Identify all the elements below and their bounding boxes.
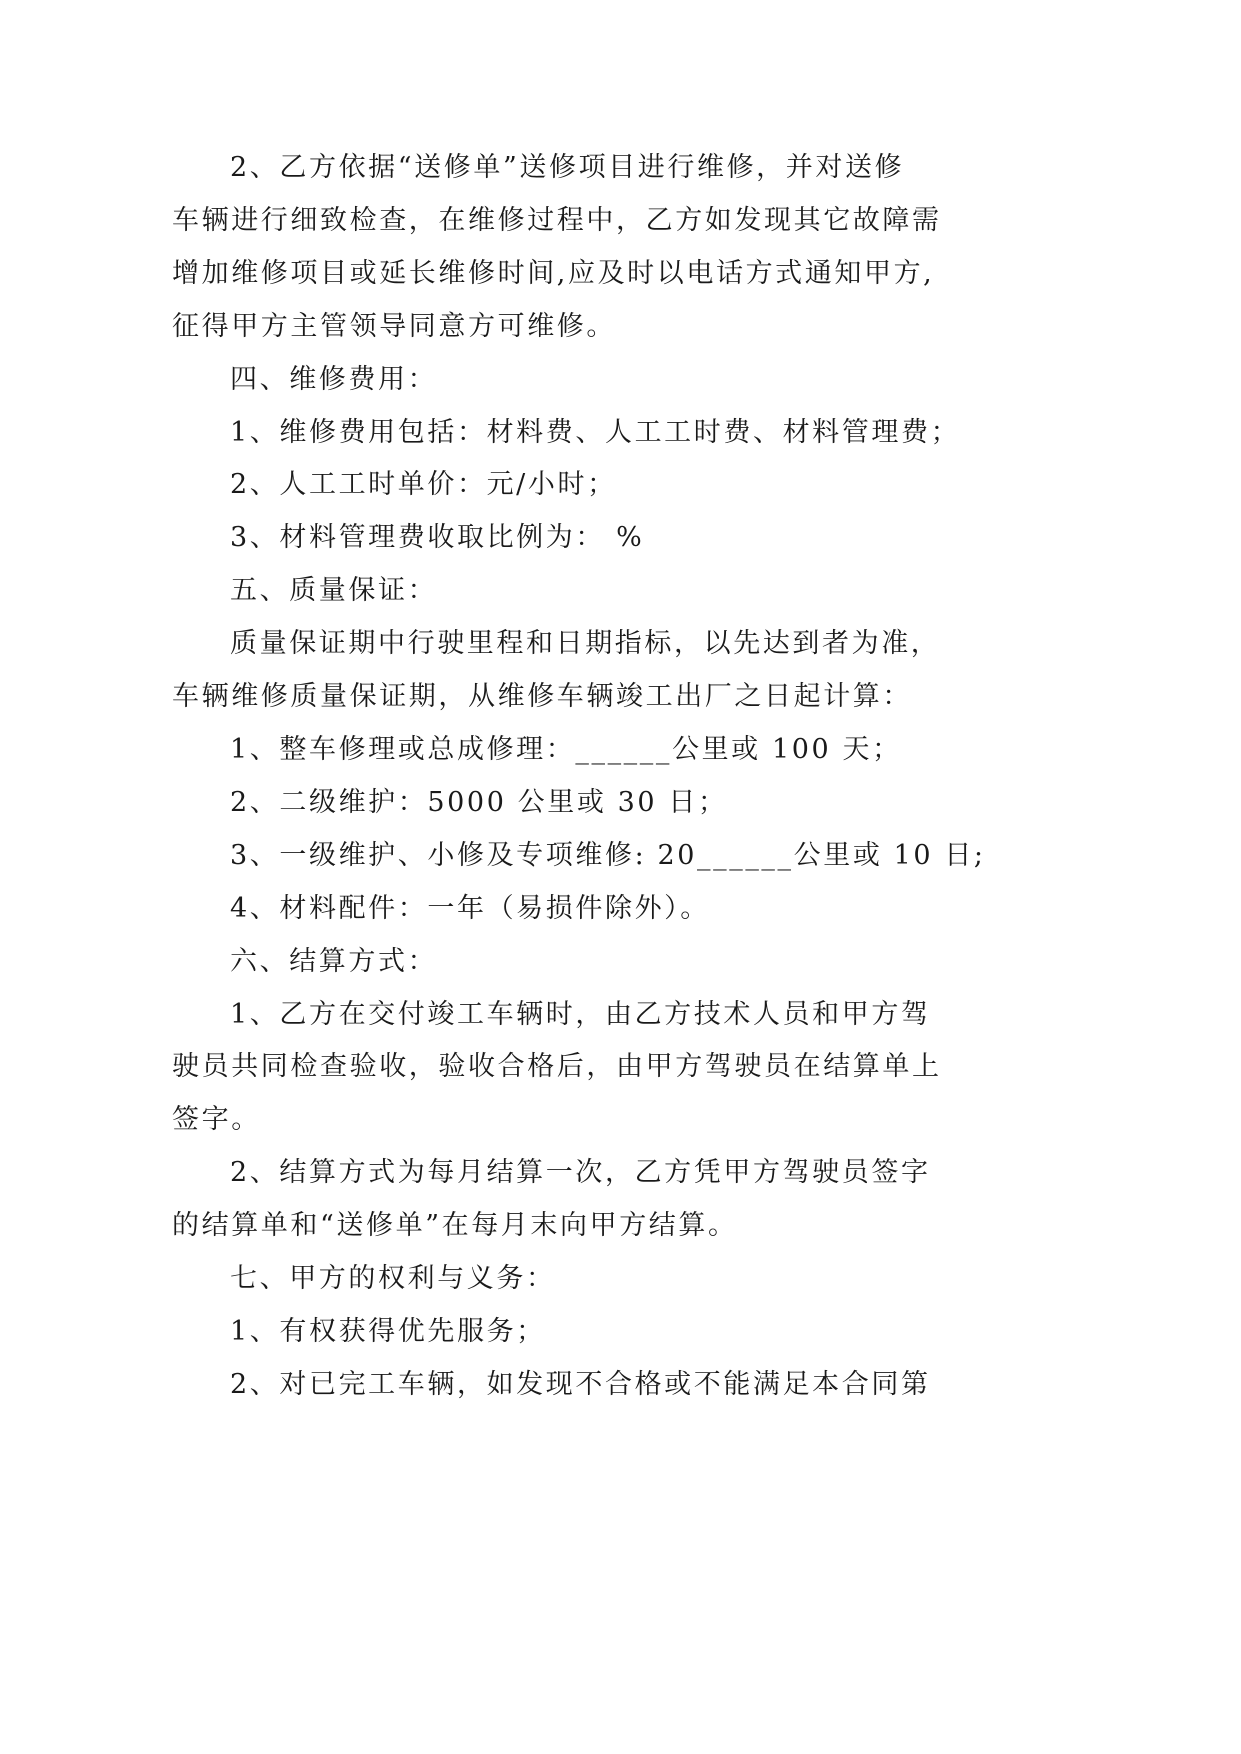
list-item-fee-components: 1、维修费用包括：材料费、人工工时费、材料管理费； [230,416,961,448]
list-item-overhaul-warranty: 1、整车修理或总成修理：______公里或 100 天； [230,733,902,765]
paragraph-acceptance-line-1: 1、乙方在交付竣工车辆时，由乙方技术人员和甲方驾 [230,998,931,1030]
section-heading-party-a-rights: 七、甲方的权利与义务： [230,1263,556,1295]
paragraph-repair-process-line-2: 车辆进行细致检查，在维修过程中，乙方如发现其它故障需 [172,204,942,236]
paragraph-repair-process-line-1: 2、乙方依据“送修单”送修项目进行维修，并对送修 [230,152,905,183]
paragraph-monthly-settlement-line-1: 2、结算方式为每月结算一次，乙方凭甲方驾驶员签字 [230,1157,931,1189]
paragraph-monthly-settlement-line-2: 的结算单和“送修单”在每月末向甲方结算。 [172,1210,738,1242]
paragraph-repair-process-line-3: 增加维修项目或延长维修时间,应及时以电话方式通知甲方, [172,257,935,289]
paragraph-repair-process-line-4: 征得甲方主管领导同意方可维修。 [172,310,616,342]
list-item-priority-service: 1、有权获得优先服务； [230,1315,546,1347]
list-item-labor-unit-price: 2、人工工时单价：元/小时； [230,469,617,501]
list-item-parts-warranty: 4、材料配件：一年（易损件除外）。 [230,892,710,924]
document-body [172,142,986,1412]
list-item-nonconforming-vehicles: 2、对已完工车辆，如发现不合格或不能满足本合同第 [230,1368,931,1400]
list-item-primary-maintenance-warranty: 3、一级维护、小修及专项维修: 20______公里或 10 日; [230,839,986,871]
paragraph-acceptance-line-2: 驶员共同检查验收，验收合格后，由甲方驾驶员在结算单上 [172,1051,942,1083]
paragraph-warranty-period-line-1: 质量保证期中行驶里程和日期指标，以先达到者为准， [230,628,941,660]
section-heading-settlement: 六、结算方式： [230,945,438,977]
section-heading-repair-fees: 四、维修费用： [230,363,438,395]
section-heading-quality-assurance: 五、质量保证： [230,575,438,607]
list-item-secondary-maintenance-warranty: 2、二级维护：5000 公里或 30 日； [230,786,728,818]
list-item-material-management-rate: 3、材料管理费收取比例为： % [230,522,645,554]
paragraph-warranty-period-line-2: 车辆维修质量保证期，从维修车辆竣工出厂之日起计算： [172,681,912,713]
paragraph-acceptance-line-3: 签字。 [172,1104,261,1136]
